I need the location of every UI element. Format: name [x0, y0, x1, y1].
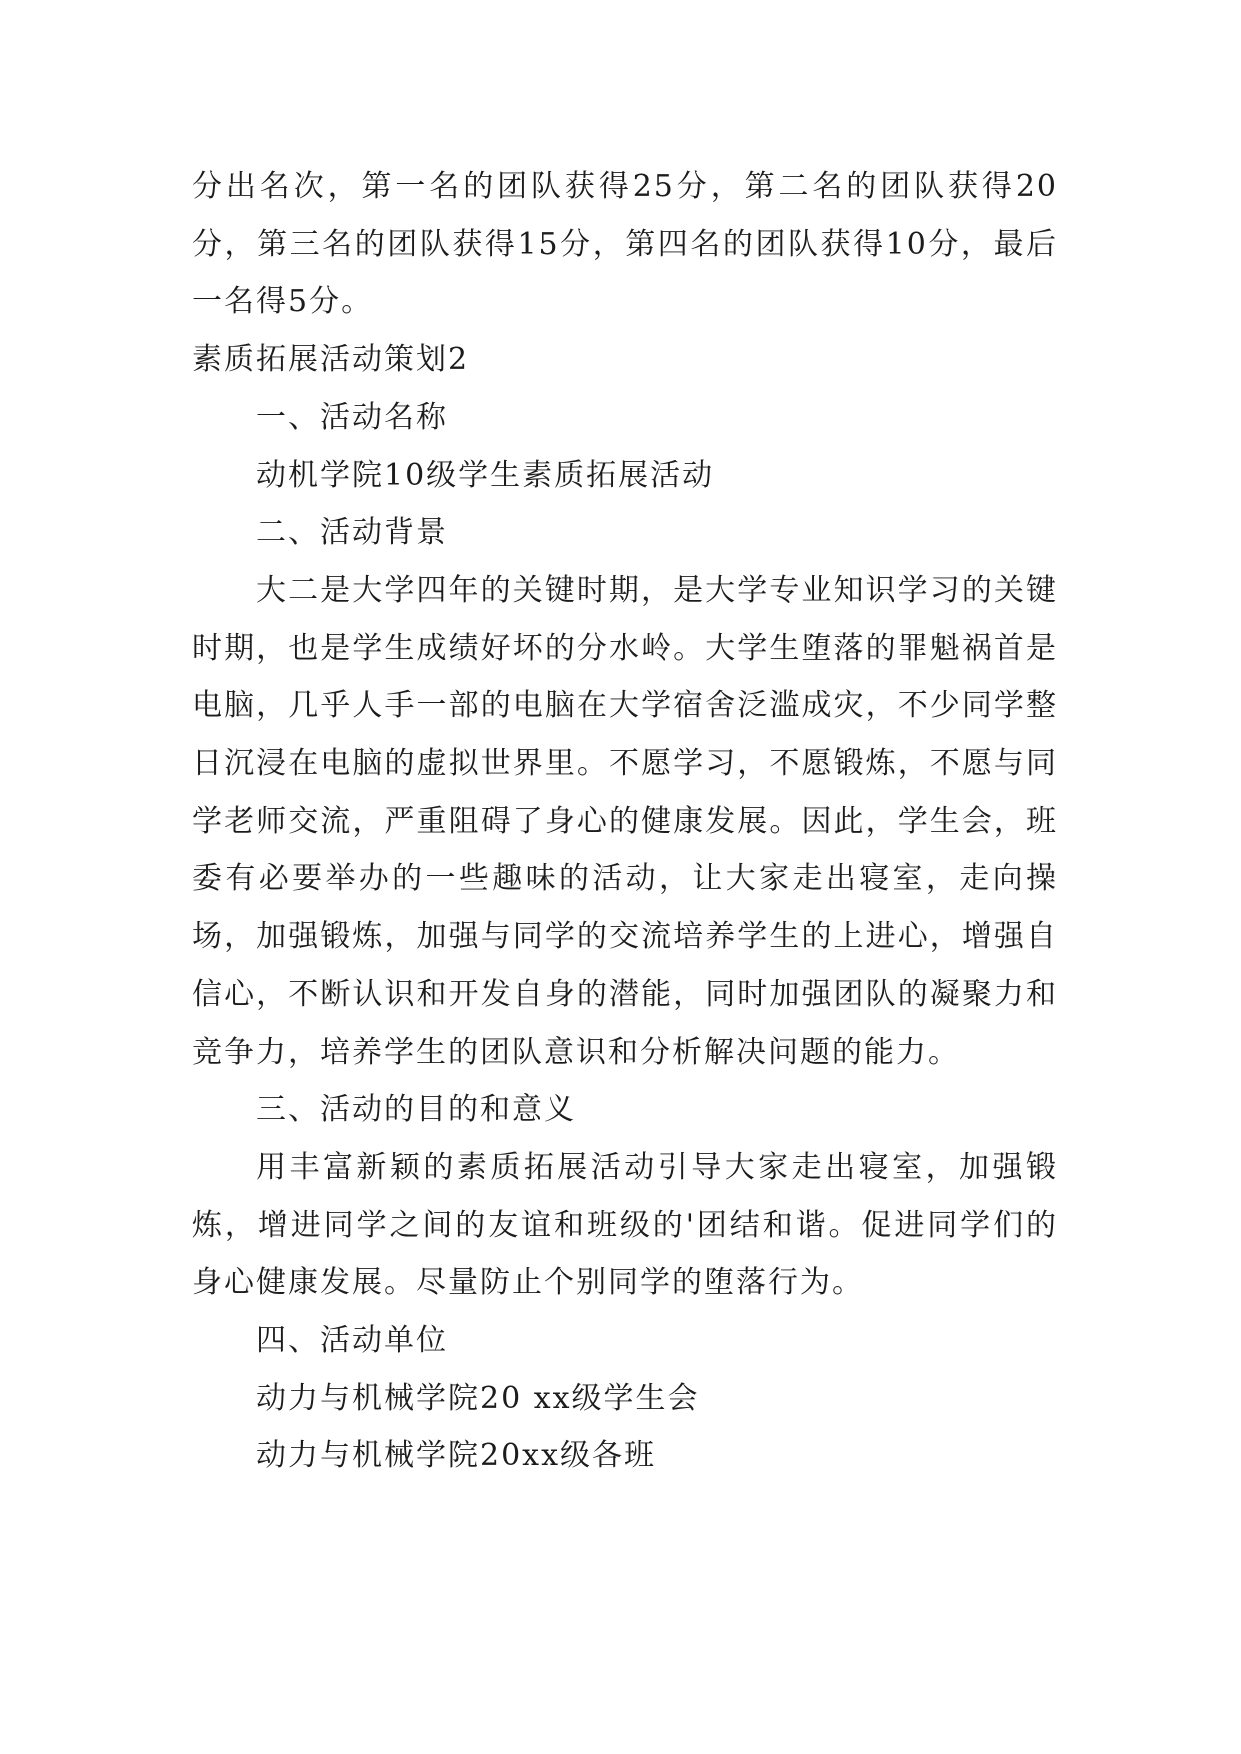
paragraph-activity-background: 大二是大学四年的关键时期，是大学专业知识学习的关键时期，也是学生成绩好坏的分水岭。大学生堕落的罪魁祸首是电脑，几乎人手一部的电脑在大学宿舍泛滥成灾，不少同学整日沉浸在电脑的虚拟世界里。不愿学习，不愿锻炼，不愿与同学老师交流，严重阻碍了身心的健康发展。因此，学生会，班委有必要举办的一些趣味的活动，让大家走出寝室，走向操场，加强锻炼，加强与同学的交流培养学生的上进心，增强自信心，不断认识和开发自身的潜能，同时加强团队的凝聚力和竞争力，培养学生的团队意识和分析解决问题的能力。	[192, 572, 1058, 1070]
paragraph-unit-classes: 动力与机械学院20xx级各班	[256, 1438, 657, 1474]
heading-activity-name: 一、活动名称	[256, 399, 448, 435]
paragraph-scoring: 分出名次，第一名的团队获得25分，第二名的团队获得20分，第三名的团队获得15分，第四名的团队获得10分，最后一名得5分。	[192, 169, 1058, 320]
document-body	[192, 158, 1058, 1485]
section-title: 素质拓展活动策划2	[192, 342, 470, 378]
heading-activity-purpose: 三、活动的目的和意义	[256, 1092, 576, 1128]
paragraph-unit-student-union: 动力与机械学院20 xx级学生会	[256, 1380, 700, 1416]
paragraph-activity-purpose: 用丰富新颖的素质拓展活动引导大家走出寝室，加强锻炼，增进同学之间的友谊和班级的'团结和谐。促进同学们的身心健康发展。尽量防止个别同学的堕落行为。	[192, 1149, 1058, 1301]
paragraph-activity-name: 动机学院10级学生素质拓展活动	[256, 457, 715, 493]
heading-activity-units: 四、活动单位	[256, 1323, 448, 1359]
heading-activity-background: 二、活动背景	[256, 515, 448, 551]
